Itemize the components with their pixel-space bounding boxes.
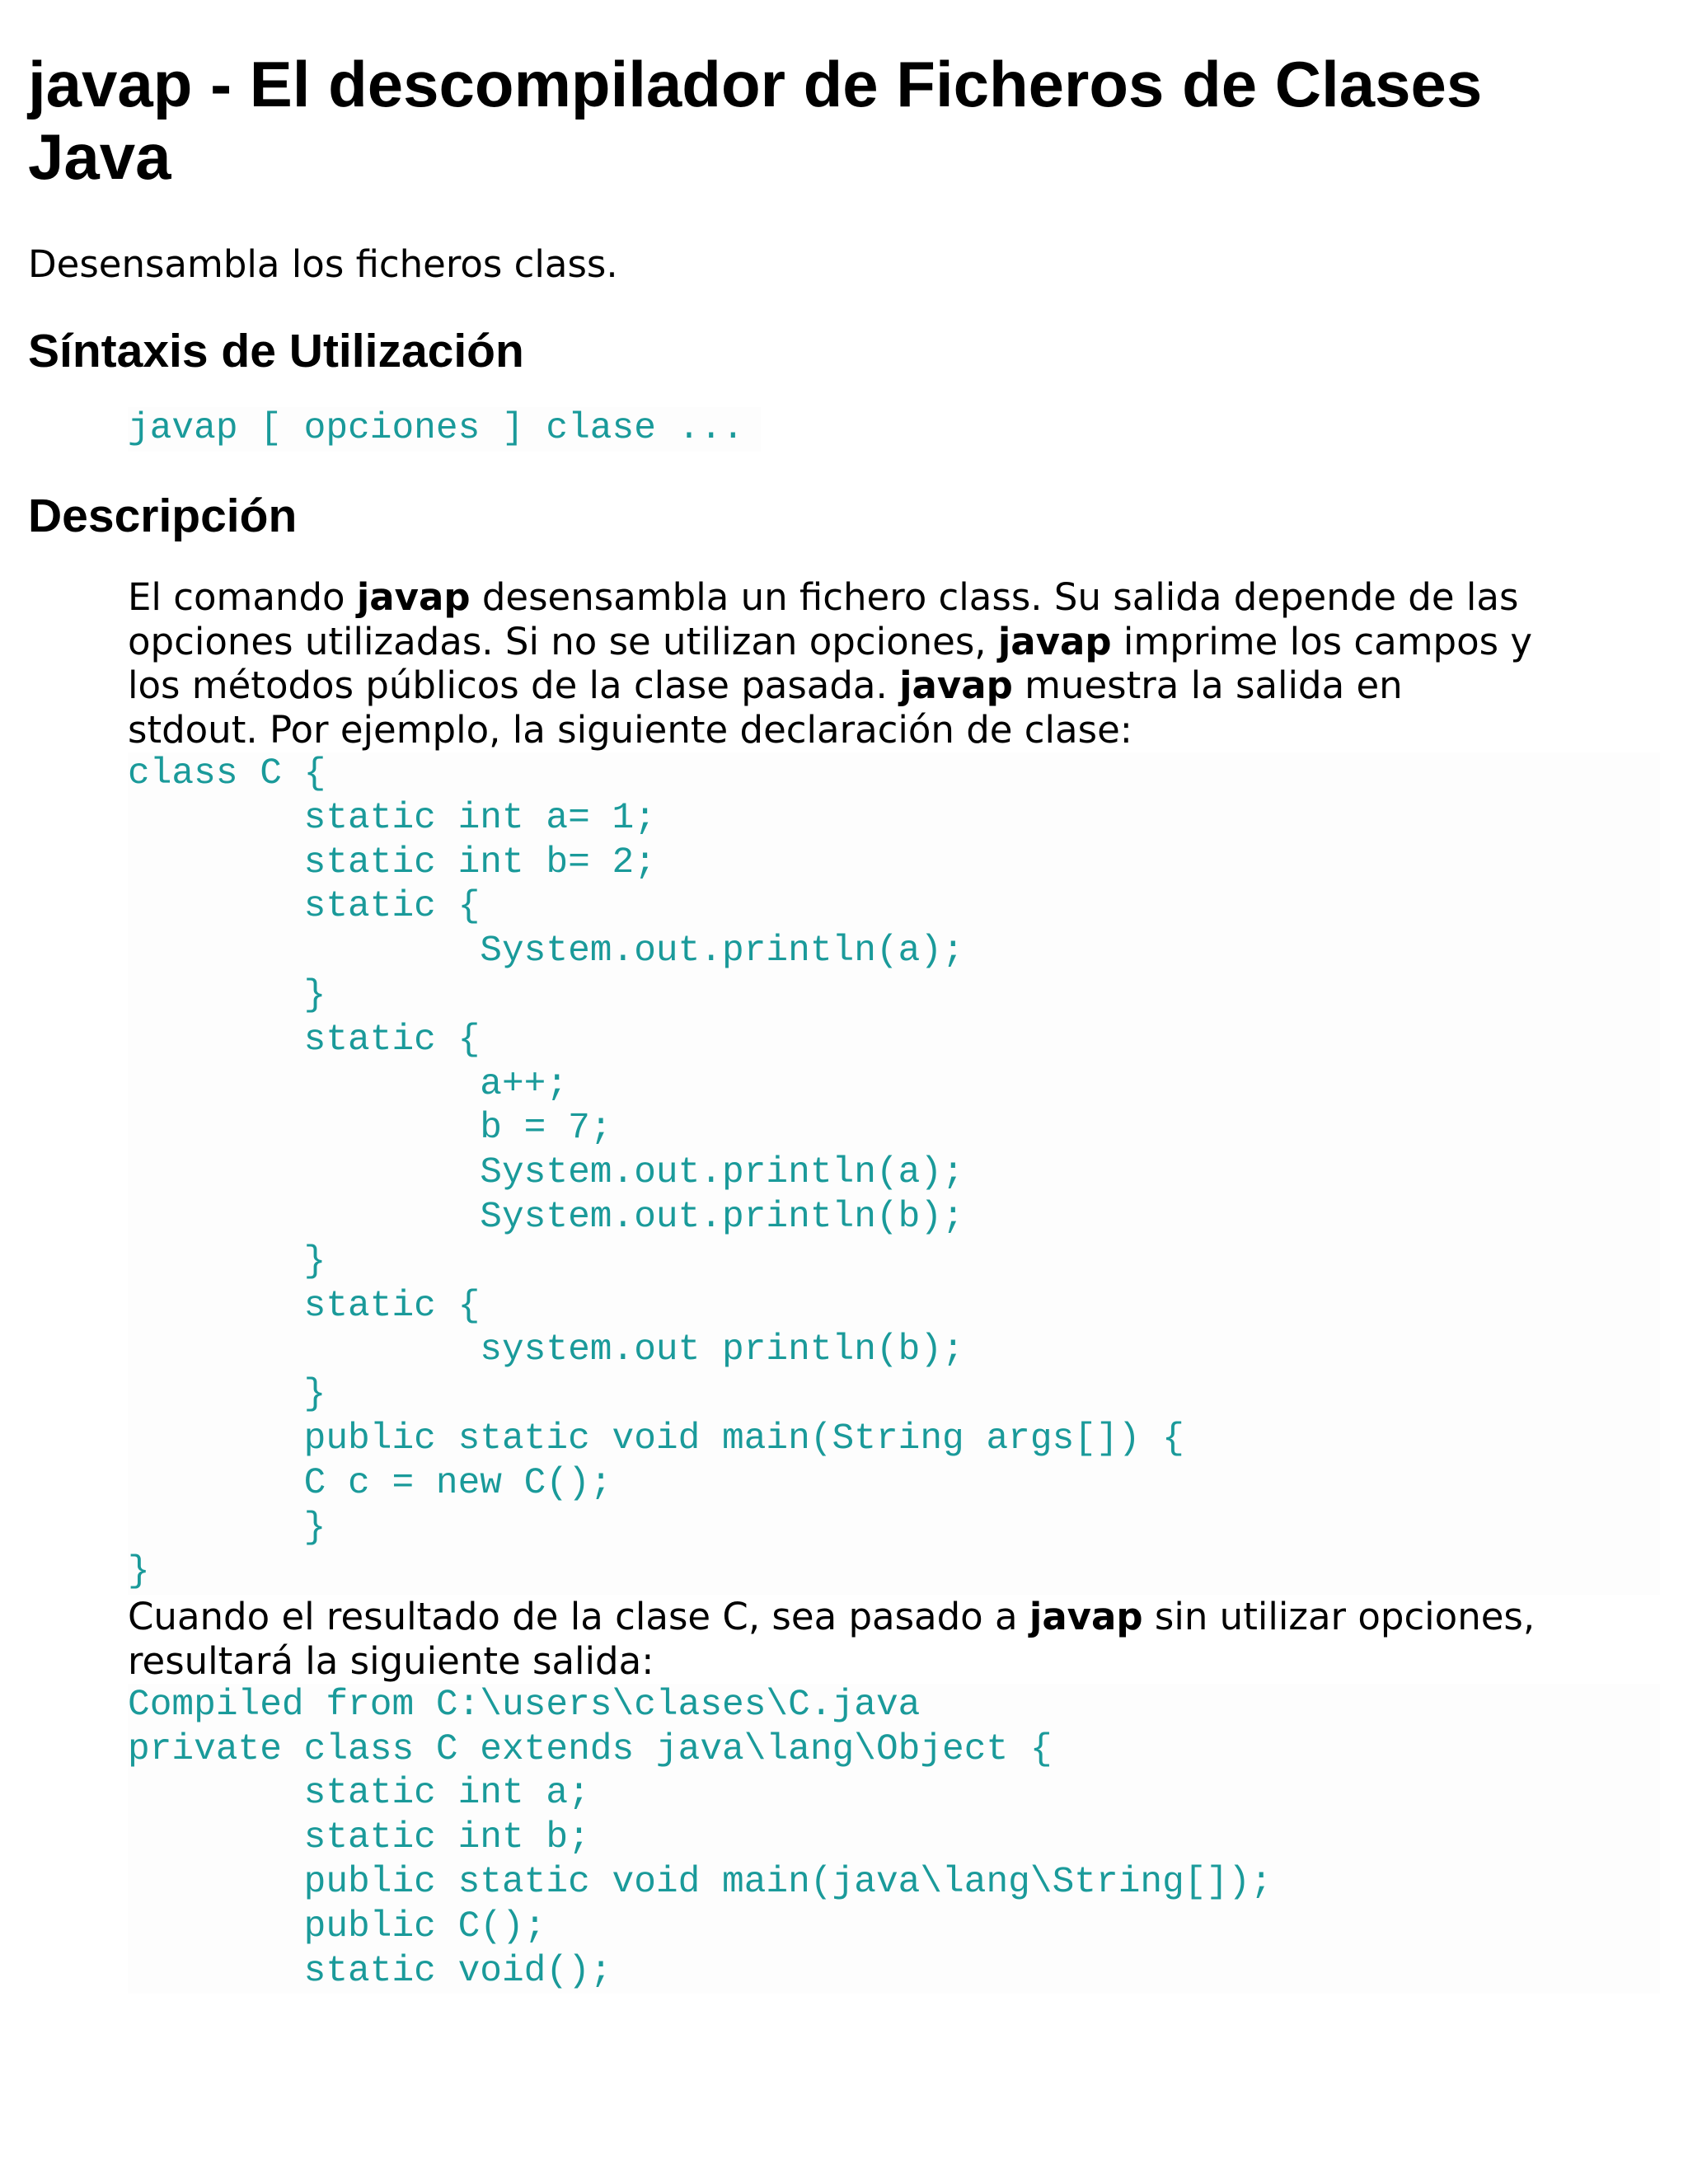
command-name: javap — [997, 619, 1112, 663]
description-heading: Descripción — [28, 489, 298, 542]
intro-text: Desensambla los ficheros class. — [28, 242, 618, 286]
page-title: javap - El descompilador de Ficheros de Clases Java — [28, 48, 1483, 193]
syntax-heading: Síntaxis de Utilización — [28, 325, 524, 377]
description-paragraph-1: El comando javap desensambla un fichero class. Su salida depende de las opciones utilizadas. Si no se utilizan opciones, javap imprime los campos y los métodos públicos de la clase pasada. javap muestra la salida en stdout. Por ejemplo, la siguiente declaración de clase: — [128, 574, 1533, 752]
description-paragraph-2: Cuando el resultado de la clase C, sea pasado a javap sin utilizar opciones, resultará la siguiente salida: — [128, 1595, 1536, 1683]
command-name: javap — [899, 663, 1013, 708]
command-name: javap — [356, 574, 471, 619]
class-example-code: class C { static int a= 1; static int b= 2; static { System.out.println(a); } static { a++; b = 7; System.out.println(a); System.out.println(b); } static { system.out println(b); } public static void main(String args[]) { C c = new C(); } } — [128, 752, 1660, 1595]
syntax-code: javap [ opciones ] clase ... — [128, 407, 761, 452]
syntax-block — [128, 407, 1660, 490]
javap-output-code: Compiled from C:\users\clases\C.java private class C extends java\lang\Object { static int a; static int b; public static void main(java\lang\String[]); public C(); static void(); — [128, 1684, 1660, 1994]
description-block — [128, 575, 1660, 1994]
command-name: javap — [1029, 1595, 1143, 1639]
